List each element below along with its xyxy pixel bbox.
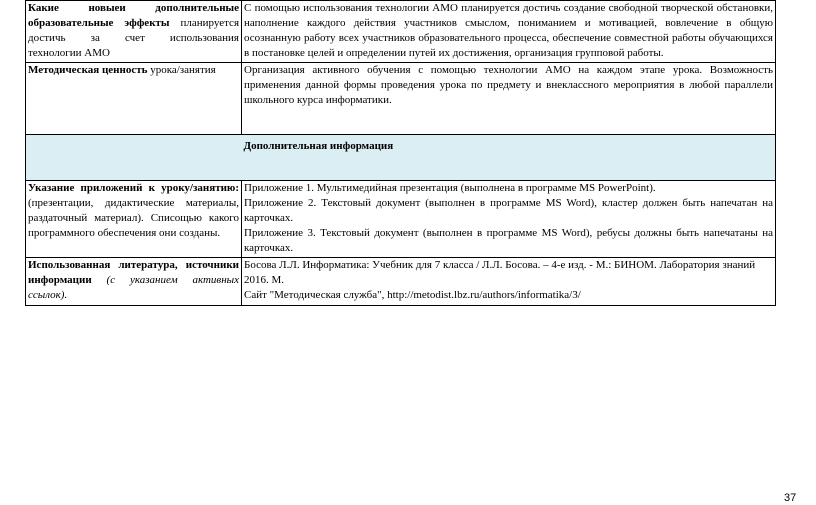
additional-info-title: Дополнительная информация xyxy=(243,140,394,152)
literature-label-cell: Использованная литература, источники информации (с указанием активных ссылок). xyxy=(26,258,242,306)
effects-label-line-3: достичь за счет использования xyxy=(28,32,239,44)
appendix-label-cell: Указание приложений к уроку/занятию: (презентации, дидактические материалы, раздаточный материал). Списощью какого программного обеспечения они созданы. xyxy=(26,181,242,258)
effects-label-line-1: Какие новыеи дополнительные xyxy=(28,2,239,14)
appendix-value-cell xyxy=(242,181,776,258)
effects-label-cell xyxy=(26,1,242,63)
value-label-cell: Методическая ценность урока/занятия xyxy=(26,63,242,135)
row-methodical-value xyxy=(26,63,776,135)
page-number: 37 xyxy=(784,492,797,504)
effects-value-cell: С помощью использования технологии АМО планируется достичь создание свободной творческой обстановки, наполнение каждого действия участников смыслом, пониманием и мотивацией, вовлечение в общую осознанную работу всех участников образовательного процесса, обеспечение совместной работы обучающихся в постановке целей и определении путей их достижения, организация групповой работы. xyxy=(242,1,776,63)
lesson-table xyxy=(25,0,776,306)
literature-value-cell xyxy=(242,258,776,306)
appendix-item: Приложение 2. Текстовый документ (выполнен в программе MS Word), кластер должен быть напечатан на карточках. xyxy=(244,197,773,224)
effects-label-line-2: образовательные эффекты планируется xyxy=(28,17,239,29)
appendix-item: Приложение 3. Текстовый документ (выполнен в программе MS Word), ребусы должны быть напечатаны на карточках. xyxy=(244,227,773,254)
literature-item: Босова Л.Л. Информатика: Учебник для 7 класса / Л.Л. Босова. – 4-е изд. - М.: БИНОМ. Лаборатория знаний 2016. М. xyxy=(244,259,756,286)
row-literature xyxy=(26,258,776,306)
effects-label-line-4: технологии АМО xyxy=(28,47,110,59)
additional-info-title-cell xyxy=(242,135,776,181)
additional-info-left-cell xyxy=(26,135,242,181)
row-educational-effects xyxy=(26,1,776,63)
row-appendices xyxy=(26,181,776,258)
literature-item: Сайт "Методическая служба", http://metodist.lbz.ru/authors/informatika/3/ xyxy=(244,289,581,301)
appendix-item: Приложение 1. Мультимедийная презентация (выполнена в программе MS PowerPoint). xyxy=(244,182,656,194)
value-value-cell: Организация активного обучения с помощью технологии АМО на каждом этапе урока. Возможность применения данной формы проведения урока по предмету и внеклассного мероприятия в любой параллели школьного курса информатики. xyxy=(242,63,776,135)
row-additional-info xyxy=(26,135,776,181)
